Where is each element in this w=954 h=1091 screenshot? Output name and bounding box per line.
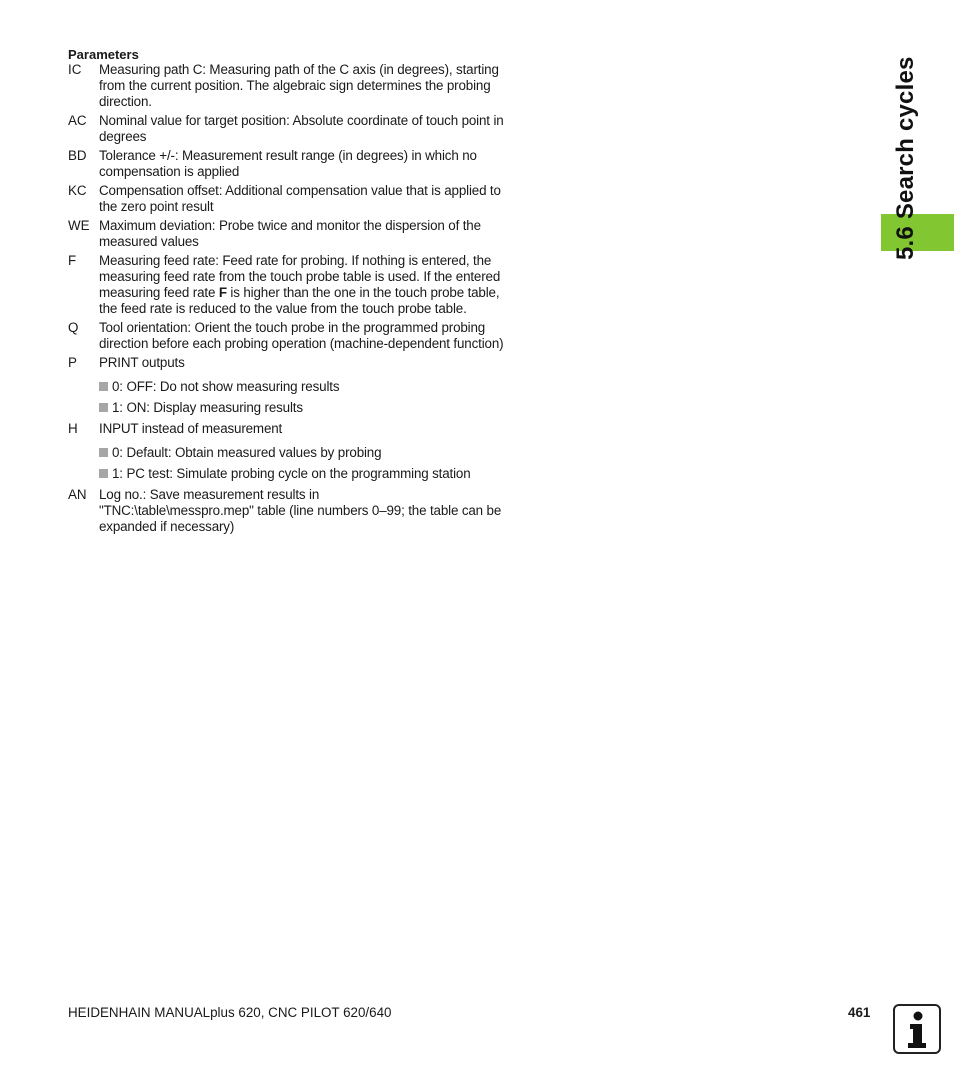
info-glyph-icon: [895, 1006, 939, 1052]
square-bullet-icon: [99, 382, 108, 391]
option-label: 0: Default: Obtain measured values by probing: [112, 445, 382, 460]
page-number: 461: [848, 1005, 871, 1020]
option-label: 0: OFF: Do not show measuring results: [112, 379, 340, 394]
parameter-ic: [68, 62, 508, 110]
section-heading: Parameters: [68, 47, 139, 62]
option-label: 1: PC test: Simulate probing cycle on the programming station: [112, 466, 471, 481]
parameter-h: [68, 421, 508, 482]
option-list: [99, 445, 508, 482]
parameter-code: IC: [68, 62, 82, 77]
option-list: [99, 379, 508, 416]
parameter-code: Q: [68, 320, 79, 335]
parameter-p: [68, 355, 508, 416]
feed-symbol: F: [218, 285, 227, 300]
square-bullet-icon: [99, 469, 108, 478]
parameter-description: Tool orientation: Orient the touch probe in the programmed probing direction before each probing operation (machine-dependent function): [99, 320, 504, 351]
parameter-code: BD: [68, 148, 87, 163]
parameter-description: INPUT instead of measurement: [99, 421, 283, 436]
parameter-description: [99, 253, 508, 317]
parameter-code: AC: [68, 113, 87, 128]
parameter-ac: [68, 113, 508, 145]
parameter-description: [99, 487, 508, 535]
parameter-f: [68, 253, 508, 317]
option-label: 1: ON: Display measuring results: [112, 400, 303, 415]
footer-text: HEIDENHAIN MANUALplus 620, CNC PILOT 620/640: [68, 1005, 392, 1020]
parameter-description: Tolerance +/-: Measurement result range (in degrees) in which no compensation is applied: [99, 148, 477, 179]
parameter-description: Maximum deviation: Probe twice and monitor the dispersion of the measured values: [99, 218, 481, 249]
description-line: "TNC:\table\messpro.mep" table (line numbers 0–99; the table can be expanded if necessary): [99, 503, 502, 534]
parameter-description: Compensation offset: Additional compensation value that is applied to the zero point result: [99, 183, 501, 214]
parameter-description: PRINT outputs: [99, 355, 185, 370]
parameter-we: [68, 218, 508, 250]
parameter-code: KC: [68, 183, 87, 198]
parameter-code: H: [68, 421, 78, 436]
parameter-code: P: [68, 355, 77, 370]
square-bullet-icon: [99, 448, 108, 457]
option-item: [99, 466, 508, 482]
description-part: Measuring feed rate: Feed rate for probing. If nothing is entered, the measuring feed rate from the touch probe table is used. If the entered measuring feed rate: [99, 253, 501, 300]
option-item: [99, 379, 508, 395]
parameter-list: [68, 62, 508, 538]
parameter-code: AN: [68, 487, 87, 502]
parameter-kc: [68, 183, 508, 215]
description-part: is higher than the one in the touch probe table, the feed rate is reduced to the value from the touch probe table.: [99, 285, 500, 316]
info-icon: [893, 1004, 941, 1054]
option-item: [99, 400, 508, 416]
parameter-code: F: [68, 253, 77, 268]
parameter-code: WE: [68, 218, 90, 233]
description-line: Log no.: Save measurement results in: [99, 487, 320, 502]
square-bullet-icon: [99, 403, 108, 412]
section-title: 5.6 Search cycles: [892, 56, 919, 260]
parameter-an: [68, 487, 508, 535]
parameter-q: [68, 320, 508, 352]
option-item: [99, 445, 508, 461]
parameter-description: Measuring path C: Measuring path of the C axis (in degrees), starting from the current position. The algebraic sign determines the probing direction.: [99, 62, 499, 109]
parameter-description: Nominal value for target position: Absolute coordinate of touch point in degrees: [99, 113, 504, 144]
parameter-bd: [68, 148, 508, 180]
